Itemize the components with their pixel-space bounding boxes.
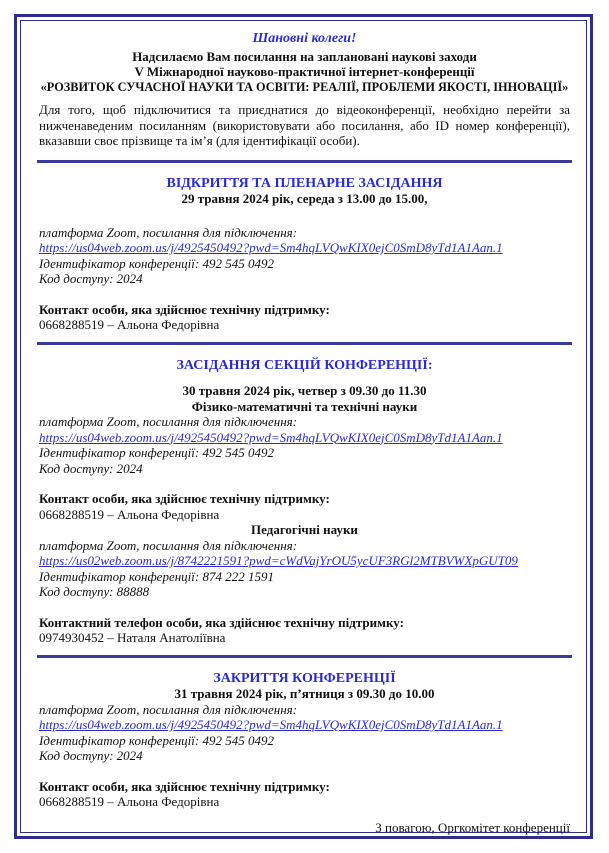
closing-date: 31 травня 2024 рік, п’ятниця з 09.30 до 10.00 [174,686,435,701]
opening-platform: платформа Zoom, посилання для підключення: [39,224,298,240]
section-1-contact: 0668288519 – Альона Федорівна [39,506,220,522]
section-1-platform: платформа Zoom, посилання для підключення: [39,414,298,429]
section-1-contact-label: Контакт особи, яка здійснює технічну підтримку: [39,491,330,506]
closing-access-code: Код доступу: 2024 [39,748,143,763]
opening-contact-label: Контакт особи, яка здійснює технічну підтримку: [39,301,330,317]
section-1-conference-id: Ідентифікатор конференції: 492 545 0492 [39,445,274,460]
opening-conference-id: Ідентифікатор конференції: 492 545 0492 [39,255,274,271]
section-2-conference-id: Ідентифікатор конференції: 874 222 1591 [39,568,274,584]
signature: З повагою, Оргкомітет конференції [375,819,570,835]
header-line-1: Надсилаємо Вам посилання на заплановані наукові заходи [132,48,477,64]
opening-heading: ВІДКРИТТЯ ТА ПЛЕНАРНЕ ЗАСІДАННЯ [166,175,443,191]
sections-date: 30 травня 2024 рік, четвер з 09.30 до 11.30 [182,383,427,398]
section-2-contact: 0974930452 – Наталя Анатоліївна [39,630,226,645]
section-2-access-code: Код доступу: 88888 [39,584,150,599]
closing-contact: 0668288519 – Альона Федорівна [39,794,220,809]
letter-body [39,31,570,835]
section-1-zoom-link[interactable]: https://us04web.zoom.us/j/4925450492?pwd=Sm4hqLVQwKIX0ejC0SmD8yTd1A1Aan.1 [39,429,503,445]
section-2-platform: платформа Zoom, посилання для підключення: [39,537,298,553]
section-1-name: Фізико-математичні та технічні науки [191,398,418,414]
greeting: Шановні колеги! [252,31,357,46]
opening-contact: 0668288519 – Альона Федорівна [39,317,220,332]
closing-platform: платформа Zoom, посилання для підключення: [39,701,298,717]
closing-zoom-link[interactable]: https://us04web.zoom.us/j/4925450492?pwd=Sm4hqLVQwKIX0ejC0SmD8yTd1A1Aan.1 [39,717,503,732]
opening-date: 29 травня 2024 рік, середа з 13.00 до 15.00, [181,191,428,206]
opening-zoom-link[interactable]: https://us04web.zoom.us/j/4925450492?pwd=Sm4hqLVQwKIX0ejC0SmD8yTd1A1Aan.1 [39,240,503,255]
closing-conference-id: Ідентифікатор конференції: 492 545 0492 [39,732,274,748]
opening-access-code: Код доступу: 2024 [39,271,143,286]
conference-title: «РОЗВИТОК СУЧАСНОЇ НАУКИ ТА ОСВІТИ: РЕАЛІЇ, ПРОБЛЕМИ ЯКОСТІ, ІННОВАЦІЇ» [40,79,569,94]
intro-paragraph: Для того, щоб підключитися та приєднатися до відеоконференції, необхідно перейти за нижченаведеним посиланням (використовувати або посилання, або ID номер конференції), вказавши своє прізвище та ім’я (для ідентифікації особи). [39,102,570,148]
header-line-2: V Міжнародної науково-практичної інтернет-конференції [134,64,475,79]
section-1-access-code: Код доступу: 2024 [39,460,143,476]
section-2-contact-label: Контактний телефон особи, яка здійснює технічну підтримку: [39,614,404,630]
closing-heading: ЗАКРИТТЯ КОНФЕРЕНЦІЇ [213,670,396,686]
sections-heading: ЗАСІДАННЯ СЕКЦІЙ КОНФЕРЕНЦІЇ: [176,357,433,373]
section-2-name: Педагогічні науки [251,522,358,537]
section-2-zoom-link[interactable]: https://us02web.zoom.us/j/8742221591?pwd=cWdVajYrOU5ycUF3RGl2MTBVWXpGUT09 [39,553,518,568]
closing-contact-label: Контакт особи, яка здійснює технічну підтримку: [39,778,330,794]
